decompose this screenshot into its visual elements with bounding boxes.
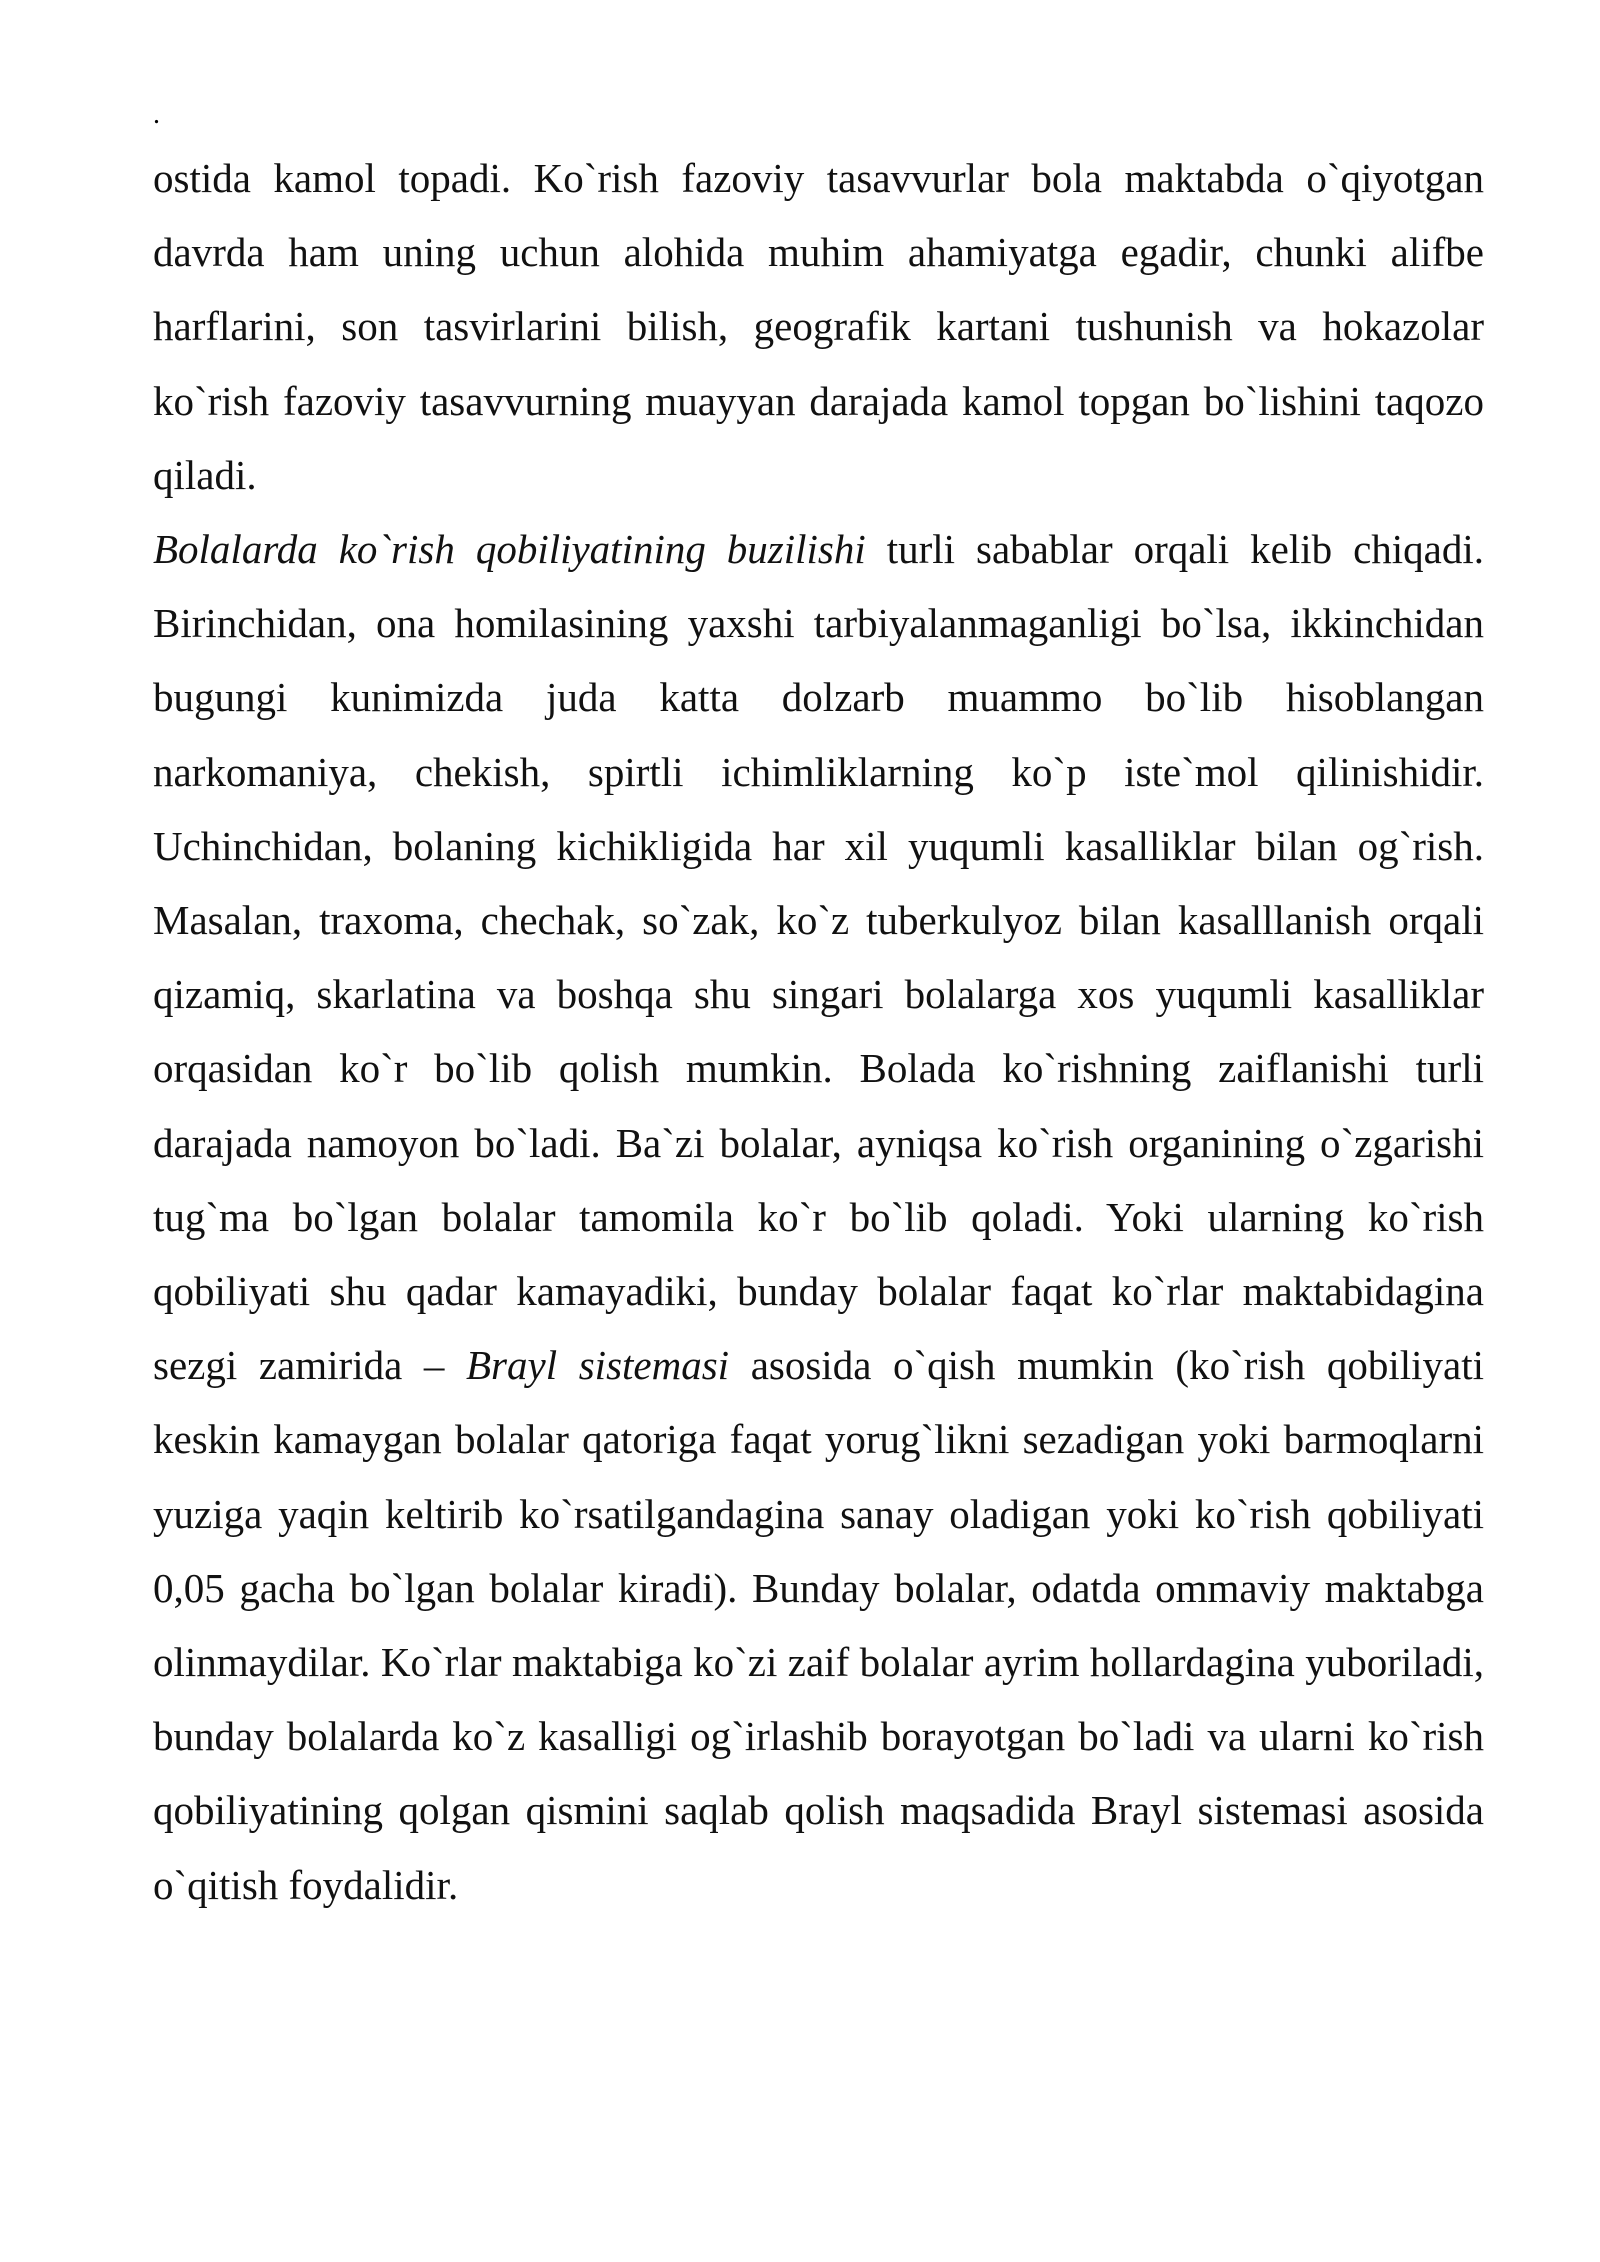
paragraph-1: ostida kamol topadi. Ko`rish fazoviy tasavvurlar bola maktabda o`qiyotgan davrda ham uning uchun alohida muhim ahamiyatga egadir, chunki alifbe harflarini, son tasvirlarini bilish, geografik kartani tushunish va hokazolar ko`rish fazoviy tasavvurning muayyan darajada kamol topgan bo`lishini taqozo qiladi. bbox=[153, 155, 1484, 498]
page-marker: . bbox=[153, 99, 160, 130]
paragraph-2-text-b: asosida o`qish mumkin (ko`rish qobiliyati keskin kamaygan bolalar qatoriga faqat yorug`likni sezadigan yoki barmoqlarni yuziga yaqin keltirib ko`rsatilgandagina sanay oladigan yoki ko`rish qobiliyati 0,05 gacha bo`lgan bolalar kiradi). Bunday bolalar, odatda ommaviy maktabga olinmaydilar. Ko`rlar maktabiga ko`zi zaif bolalar ayrim hollardagina yuboriladi, bunday bolalarda ko`z kasalligi og`irlashib borayotgan bo`ladi va ularni ko`rish qobiliyatining qolgan qismini saqlab qolish maqsadida Brayl sistemasi asosida o`qitish foydalidir. bbox=[153, 1342, 1484, 1908]
italic-term-braille-system: Brayl sistemasi bbox=[466, 1342, 730, 1389]
paragraph-2-text-a: turli sabablar orqali kelib chiqadi. Birinchidan, ona homilasining yaxshi tarbiyalanmaganligi bo`lsa, ikkinchidan bugungi kunimizda juda katta dolzarb muammo bo`lib hisoblangan narkomaniya, chekish, spirtli ichimliklarning ko`p iste`mol qilinishidir. Uchinchidan, bolaning kichikligida har xil yuqumli kasalliklar bilan og`rish. Masalan, traxoma, chechak, so`zak, ko`z tuberkulyoz bilan kasalllanish orqali qizamiq, skarlatina va boshqa shu singari bolalarga xos yuqumli kasalliklar orqasidan ko`r bo`lib qolish mumkin. Bolada ko`rishning zaiflanishi turli darajada namoyon bo`ladi. Ba`zi bolalar, ayniqsa ko`rish organining o`zgarishi tug`ma bo`lgan bolalar tamomila ko`r bo`lib qoladi. Yoki ularning ko`rish qobiliyati shu qadar kamayadiki, bunday bolalar faqat ko`rlar maktabidagina sezgi zamirida – bbox=[153, 526, 1485, 1389]
paragraph-2 bbox=[153, 512, 1484, 1922]
italic-term-visual-impairment: Bolalarda ko`rish qobiliyatining buzilishi bbox=[153, 526, 866, 573]
document-body bbox=[153, 141, 1484, 1922]
